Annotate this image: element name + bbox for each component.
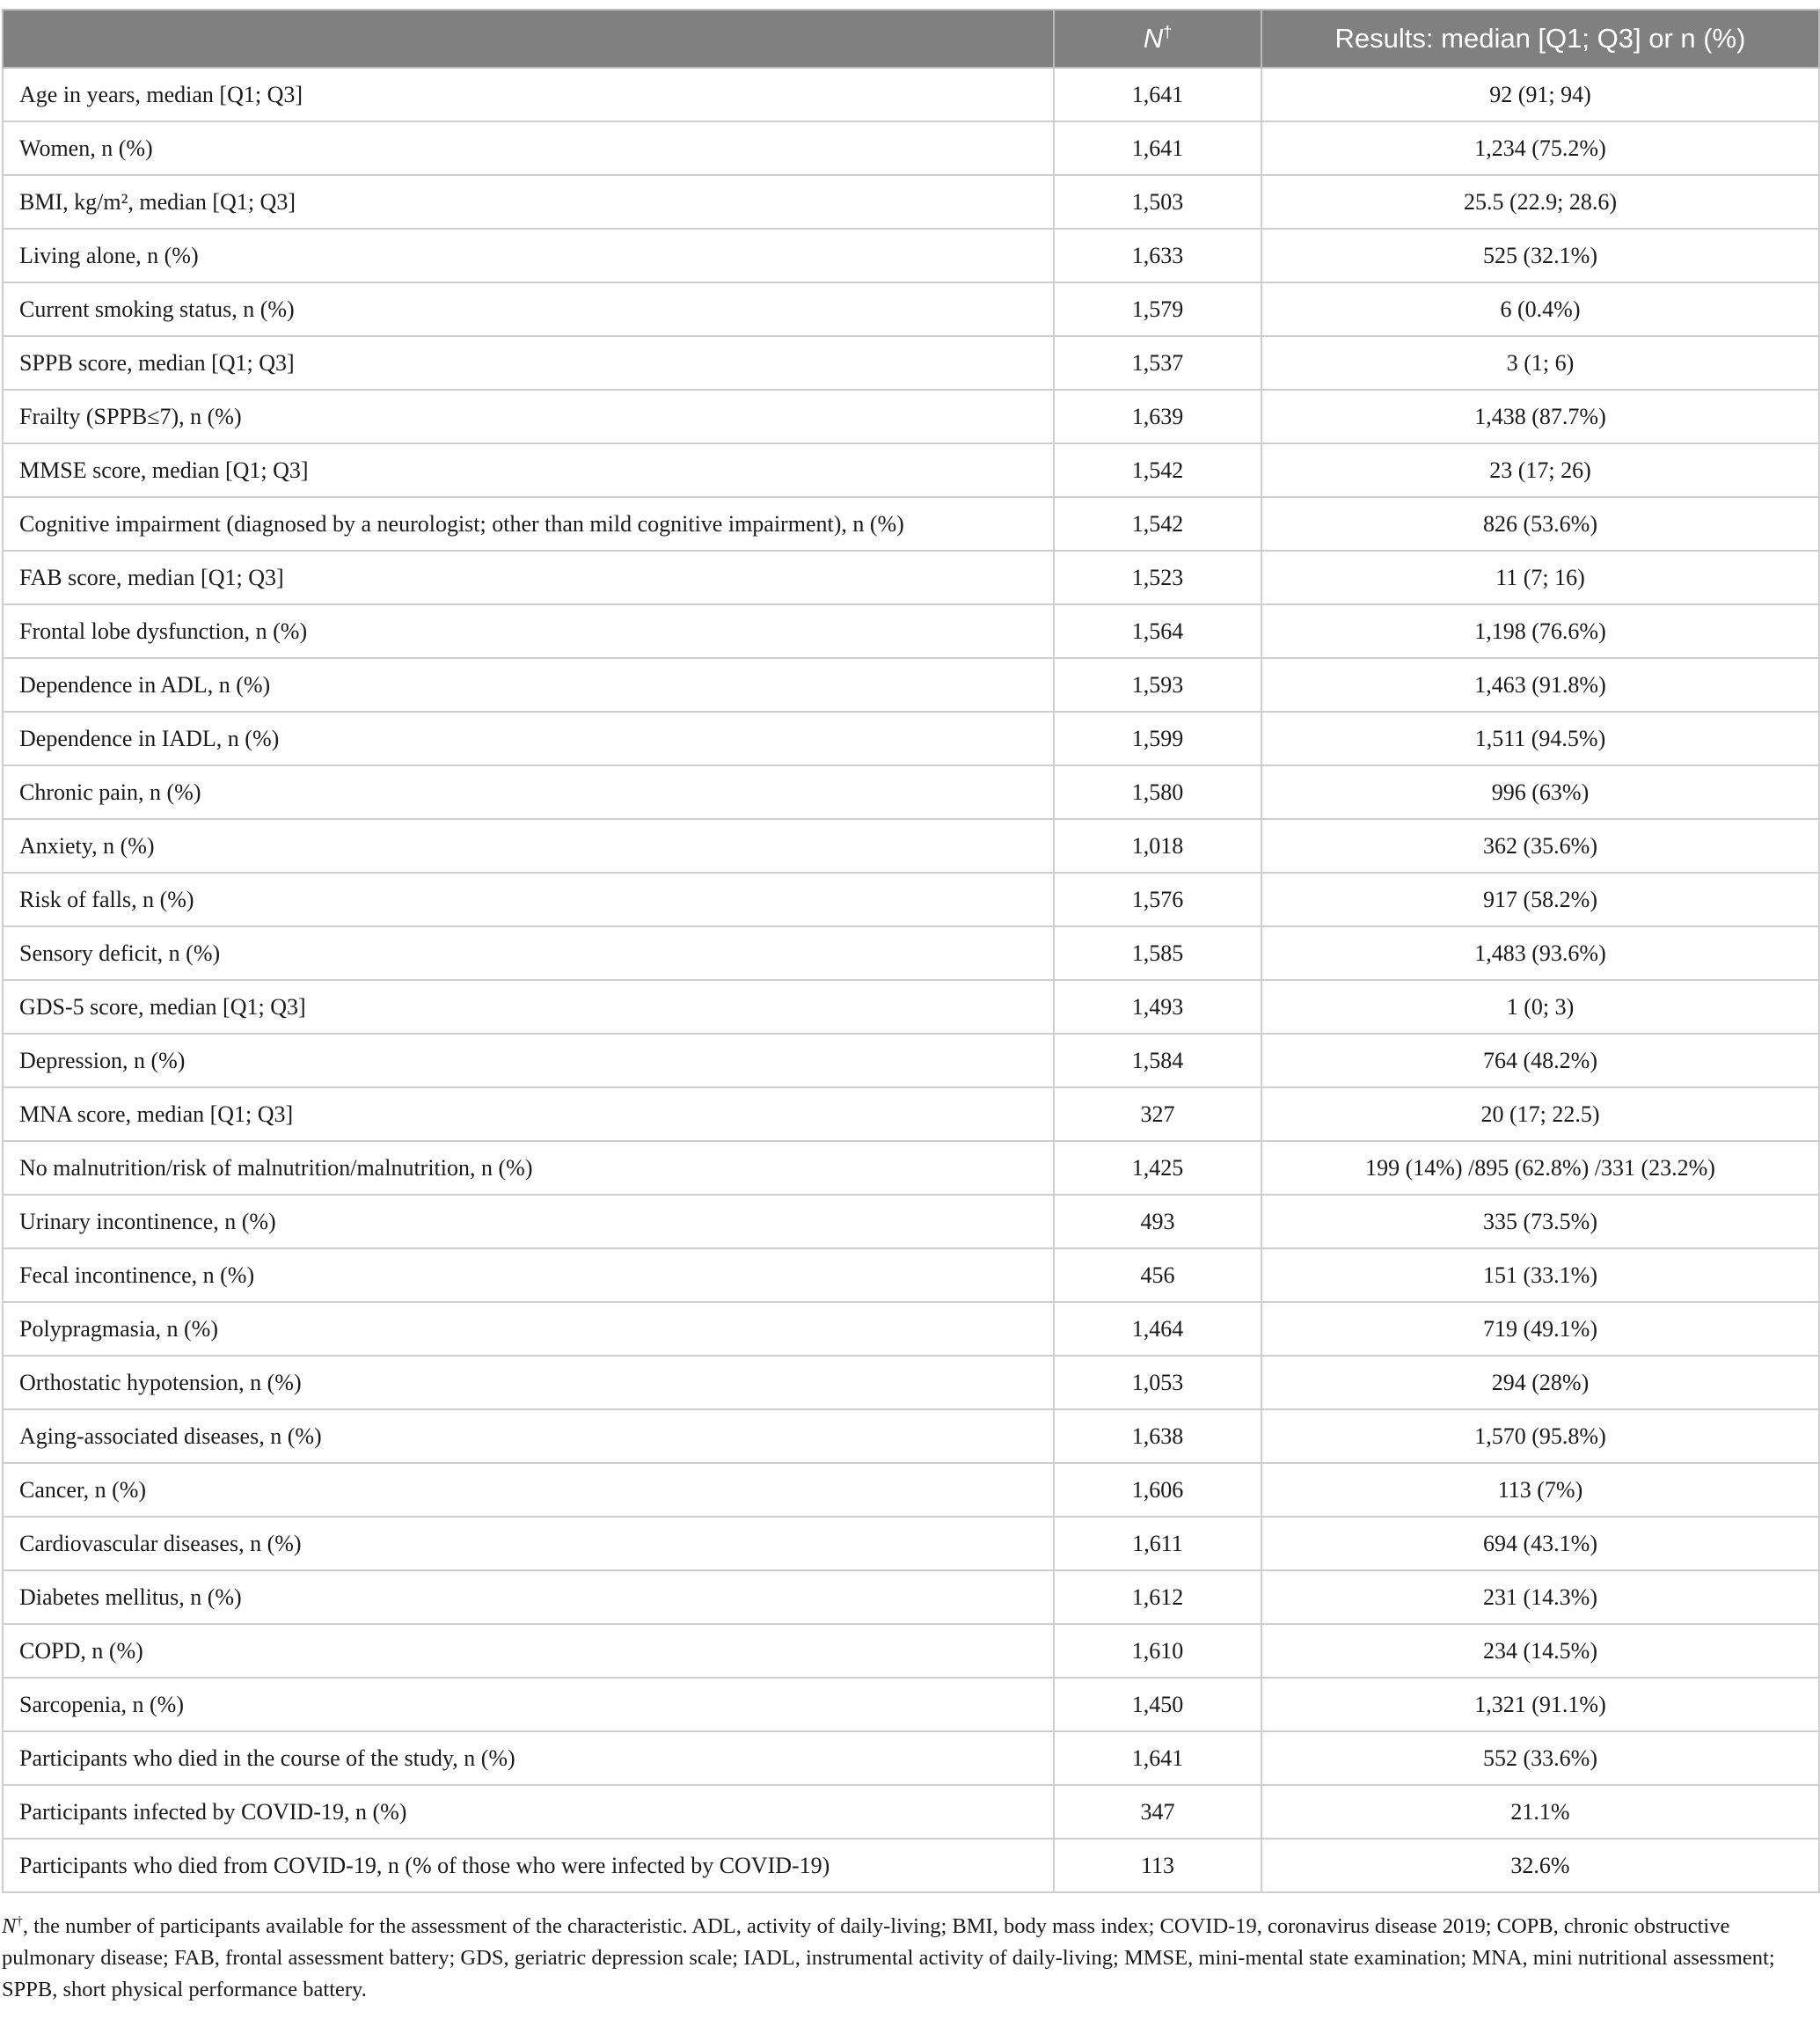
table-row [3,175,1819,229]
table-row [3,1087,1819,1141]
row-n: 1,579 [1054,282,1261,336]
row-label: Women, n (%) [3,121,1054,175]
table-row [3,712,1819,765]
row-result: 23 (17; 26) [1261,443,1819,497]
table-header-row [3,10,1819,68]
table-row [3,980,1819,1034]
row-n: 1,053 [1054,1356,1261,1409]
row-n: 1,610 [1054,1624,1261,1678]
table-row [3,1141,1819,1195]
table-row [3,1195,1819,1248]
row-result: 234 (14.5%) [1261,1624,1819,1678]
row-label: Living alone, n (%) [3,229,1054,282]
table-row [3,1517,1819,1570]
row-label: COPD, n (%) [3,1624,1054,1678]
table-row [3,1785,1819,1839]
row-result: 113 (7%) [1261,1463,1819,1517]
row-result: 552 (33.6%) [1261,1731,1819,1785]
row-result: 996 (63%) [1261,765,1819,819]
row-label: Cancer, n (%) [3,1463,1054,1517]
row-result: 719 (49.1%) [1261,1302,1819,1356]
row-n: 1,584 [1054,1034,1261,1087]
row-n: 1,018 [1054,819,1261,873]
table-row [3,1570,1819,1624]
row-n: 1,633 [1054,229,1261,282]
row-n: 347 [1054,1785,1261,1839]
row-label: FAB score, median [Q1; Q3] [3,551,1054,604]
row-n: 1,606 [1054,1463,1261,1517]
table-row [3,1034,1819,1087]
table-row [3,873,1819,926]
row-result: 1,463 (91.8%) [1261,658,1819,712]
row-result: 20 (17; 22.5) [1261,1087,1819,1141]
row-n: 1,503 [1054,175,1261,229]
row-label: Sarcopenia, n (%) [3,1678,1054,1731]
table-row [3,819,1819,873]
row-label: Sensory deficit, n (%) [3,926,1054,980]
row-label: Urinary incontinence, n (%) [3,1195,1054,1248]
table-row [3,336,1819,390]
table-row [3,1409,1819,1463]
table-row [3,1731,1819,1785]
row-label: Cognitive impairment (diagnosed by a neurologist; other than mild cognitive impairment), n (%) [3,497,1054,551]
header-n-dagger: † [1163,23,1173,41]
row-result: 826 (53.6%) [1261,497,1819,551]
row-n: 327 [1054,1087,1261,1141]
row-result: 231 (14.3%) [1261,1570,1819,1624]
row-label: Orthostatic hypotension, n (%) [3,1356,1054,1409]
table-row [3,443,1819,497]
row-label: Participants infected by COVID-19, n (%) [3,1785,1054,1839]
table-row [3,1356,1819,1409]
row-result: 694 (43.1%) [1261,1517,1819,1570]
header-n-text: N [1143,23,1164,54]
row-n: 1,585 [1054,926,1261,980]
table-row [3,1463,1819,1517]
row-label: Frontal lobe dysfunction, n (%) [3,604,1054,658]
row-label: SPPB score, median [Q1; Q3] [3,336,1054,390]
row-result: 1,321 (91.1%) [1261,1678,1819,1731]
table-row [3,1678,1819,1731]
row-result: 92 (91; 94) [1261,68,1819,121]
row-n: 1,425 [1054,1141,1261,1195]
row-label: Chronic pain, n (%) [3,765,1054,819]
header-results-column: Results: median [Q1; Q3] or n (%) [1261,10,1819,68]
row-n: 1,641 [1054,1731,1261,1785]
row-result: 917 (58.2%) [1261,873,1819,926]
row-result: 1 (0; 3) [1261,980,1819,1034]
row-label: Cardiovascular diseases, n (%) [3,1517,1054,1570]
row-label: Dependence in ADL, n (%) [3,658,1054,712]
row-n: 1,593 [1054,658,1261,712]
row-n: 113 [1054,1839,1261,1892]
table-container [0,9,1820,2006]
header-label-column [3,10,1054,68]
table-row [3,1302,1819,1356]
table-row [3,1624,1819,1678]
row-result: 25.5 (22.9; 28.6) [1261,175,1819,229]
table-row [3,926,1819,980]
row-n: 493 [1054,1195,1261,1248]
table-row [3,658,1819,712]
row-result: 11 (7; 16) [1261,551,1819,604]
row-label: Fecal incontinence, n (%) [3,1248,1054,1302]
row-label: Participants who died in the course of the study, n (%) [3,1731,1054,1785]
row-n: 1,639 [1054,390,1261,443]
header-n-column [1054,10,1261,68]
row-n: 1,542 [1054,443,1261,497]
table-row [3,229,1819,282]
table-row [3,765,1819,819]
row-result: 1,438 (87.7%) [1261,390,1819,443]
row-n: 1,537 [1054,336,1261,390]
row-n: 1,641 [1054,121,1261,175]
row-label: MMSE score, median [Q1; Q3] [3,443,1054,497]
table-row [3,497,1819,551]
row-n: 1,493 [1054,980,1261,1034]
row-result: 151 (33.1%) [1261,1248,1819,1302]
table-row [3,68,1819,121]
table-row [3,1248,1819,1302]
row-n: 1,641 [1054,68,1261,121]
row-label: Diabetes mellitus, n (%) [3,1570,1054,1624]
row-label: GDS-5 score, median [Q1; Q3] [3,980,1054,1034]
row-label: Risk of falls, n (%) [3,873,1054,926]
row-n: 1,576 [1054,873,1261,926]
row-n: 1,612 [1054,1570,1261,1624]
row-result: 1,570 (95.8%) [1261,1409,1819,1463]
row-n: 1,599 [1054,712,1261,765]
row-result: 1,511 (94.5%) [1261,712,1819,765]
row-label: Current smoking status, n (%) [3,282,1054,336]
table-row [3,390,1819,443]
row-result: 525 (32.1%) [1261,229,1819,282]
table-row [3,604,1819,658]
row-result: 32.6% [1261,1839,1819,1892]
row-label: No malnutrition/risk of malnutrition/malnutrition, n (%) [3,1141,1054,1195]
row-result: 21.1% [1261,1785,1819,1839]
table-row [3,121,1819,175]
row-label: Age in years, median [Q1; Q3] [3,68,1054,121]
row-n: 1,542 [1054,497,1261,551]
table-footnote [2,1906,1814,2006]
row-result: 3 (1; 6) [1261,336,1819,390]
row-label: MNA score, median [Q1; Q3] [3,1087,1054,1141]
row-n: 1,564 [1054,604,1261,658]
row-result: 335 (73.5%) [1261,1195,1819,1248]
row-label: Dependence in IADL, n (%) [3,712,1054,765]
row-n: 1,638 [1054,1409,1261,1463]
row-result: 6 (0.4%) [1261,282,1819,336]
table-row [3,1839,1819,1892]
row-label: Aging-associated diseases, n (%) [3,1409,1054,1463]
row-result: 1,483 (93.6%) [1261,926,1819,980]
table-row [3,282,1819,336]
row-result: 362 (35.6%) [1261,819,1819,873]
row-label: Participants who died from COVID-19, n (% of those who were infected by COVID-19) [3,1839,1054,1892]
row-label: Polypragmasia, n (%) [3,1302,1054,1356]
row-label: Depression, n (%) [3,1034,1054,1087]
row-label: Frailty (SPPB≤7), n (%) [3,390,1054,443]
row-result: 1,198 (76.6%) [1261,604,1819,658]
row-result: 764 (48.2%) [1261,1034,1819,1087]
footnote-n-dagger: † [16,1914,23,1928]
row-label: Anxiety, n (%) [3,819,1054,873]
characteristics-table [2,9,1820,1893]
row-n: 1,464 [1054,1302,1261,1356]
footnote-n-symbol: N [2,1914,17,1939]
row-n: 456 [1054,1248,1261,1302]
table-body [3,68,1819,1892]
row-label: BMI, kg/m², median [Q1; Q3] [3,175,1054,229]
table-row [3,551,1819,604]
row-n: 1,611 [1054,1517,1261,1570]
row-result: 294 (28%) [1261,1356,1819,1409]
row-n: 1,450 [1054,1678,1261,1731]
row-result: 199 (14%) /895 (62.8%) /331 (23.2%) [1261,1141,1819,1195]
row-n: 1,523 [1054,551,1261,604]
footnote-text: , the number of participants available for the assessment of the characteristic. ADL, activity of daily-living; BMI, body mass index; COVID-19, coronavirus disease 2019; COPB, chronic obstructive pulmonary disease; FAB, frontal assessment battery; GDS, geriatric depression scale; IADL, instrumental activity of daily-living; MMSE, mini-mental state examination; MNA, mini nutritional assessment; SPPB, short physical performance battery. [2,1914,1775,2002]
row-n: 1,580 [1054,765,1261,819]
row-result: 1,234 (75.2%) [1261,121,1819,175]
